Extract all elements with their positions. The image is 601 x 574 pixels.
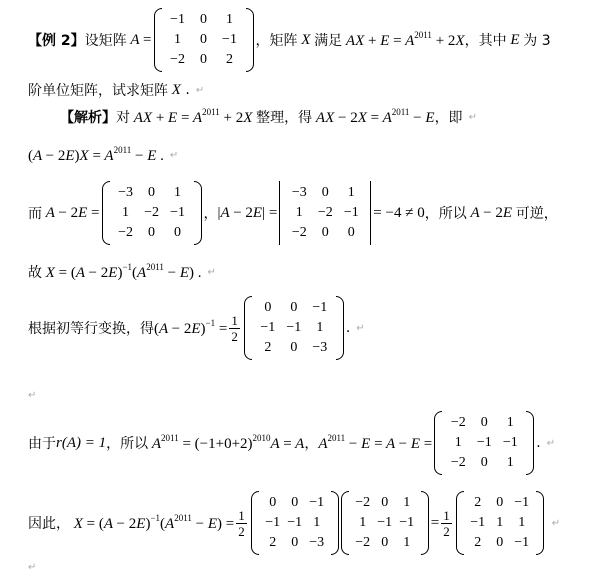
matrix-cell: 1 xyxy=(506,415,514,430)
matrix-cell: −1 xyxy=(312,300,328,315)
analysis-label: 【解析】 xyxy=(60,110,116,126)
matrix-cell: 0 xyxy=(264,300,272,315)
matrix-cell: 0 xyxy=(290,300,298,315)
matrix-cell: −1 xyxy=(514,535,530,550)
line2-text: 阶单位矩阵，试求矩阵 xyxy=(28,83,168,99)
matrix-cell: 1 xyxy=(347,185,355,200)
end-line: ↵ xyxy=(28,561,37,573)
matrix-cell: 1 xyxy=(313,515,321,530)
gu-text: 故 xyxy=(28,265,42,281)
matrix-cell: 0 xyxy=(347,225,355,240)
matrix-cell: −2 xyxy=(355,535,371,550)
matrix-cell: 2 xyxy=(474,495,482,510)
matrix-cell: −2 xyxy=(317,205,333,220)
suoyi-text: ，所以 xyxy=(106,436,149,452)
result-line: 因此， $X = (A - 2E)^{-1}(A^{2011} - E)$ = $\frac{1}{2}$ 0 0 −1 −1 −1 1 2 0 −3 −2 0 1 1 −1 −1 −2 0 1 = $\frac{1}{2}$ 2 0 −1 −1 1 1 2 0 −1 ↵ xyxy=(28,488,560,558)
matrix-cell: −1 xyxy=(502,435,518,450)
problem-line-1 xyxy=(28,5,551,75)
matrix-cell: −1 xyxy=(377,515,393,530)
matrix-cell: 0 xyxy=(148,225,156,240)
matrix-cell: 0 xyxy=(496,535,504,550)
matrix-cell: −2 xyxy=(355,495,371,510)
formula-factored: $(A - 2E)X = A^{2011} - E$ . xyxy=(28,145,164,164)
analysis-text-3: ，即 xyxy=(434,110,463,126)
matrix-cell: 0 xyxy=(381,535,389,550)
matrix-cell: 1 xyxy=(496,515,504,530)
matrix-A-minus-E-2 xyxy=(341,491,429,555)
matrix-cell: −1 xyxy=(170,12,185,27)
rank-expression: r(A) = 1 xyxy=(56,434,107,451)
matrix-cell: 0 xyxy=(291,495,299,510)
matrix-cell: 0 xyxy=(290,340,298,355)
formula-A2E-eq: A − 2E = xyxy=(42,204,100,221)
matrix-cell: 1 xyxy=(506,455,514,470)
formula-equation-2: AX + $E = A^{2011} + 2X$ xyxy=(130,107,257,126)
matrix-cell: 0 xyxy=(269,495,277,510)
matrix-result xyxy=(456,491,544,555)
matrix-cell: 0 xyxy=(148,185,156,200)
so-invertible-text: ，所以 xyxy=(424,206,467,222)
matrix-A xyxy=(154,8,254,72)
power-line: 由于 r(A) = 1 ，所以 $A^{2011} = (-1+0+2)^{2010}A = A$ ， $A^{2011} - E = A - E$ = −2 0 1 1 −1 −1 −2 0 1 . ↵ xyxy=(28,408,555,478)
intro-text-5: 为 3 xyxy=(523,33,551,49)
matrix-cell: 2 xyxy=(264,340,272,355)
invertible-text: 可逆， xyxy=(515,206,558,222)
formula-X-solution: $X = (A - 2E)^{-1}(A^{2011} - E)$ . xyxy=(42,262,202,281)
intro-text-1: 设矩阵 xyxy=(84,33,127,49)
formula-E: E xyxy=(506,31,524,48)
matrix-cell: 1 xyxy=(174,185,182,200)
matrix-cell: −3 xyxy=(118,185,133,200)
matrix-inv-grid xyxy=(259,491,331,555)
matrix-cell: 0 xyxy=(480,415,488,430)
matrix-cell: −2 xyxy=(450,415,466,430)
matrix-cell: 1 xyxy=(518,515,526,530)
matrix-cell: 0 xyxy=(200,52,207,67)
matrix-cell: 0 xyxy=(496,495,504,510)
formula-equation: AX + $E = A^{2011} + 2X$ xyxy=(342,30,465,49)
matrix-cell: −1 xyxy=(170,205,185,220)
matrix-cell: 0 xyxy=(200,32,207,47)
matrix-A-minus-E xyxy=(434,411,534,475)
matrix-cell: 2 xyxy=(474,535,482,550)
example-label: 【例 2】 xyxy=(28,33,85,49)
intro-text-4: ，其中 xyxy=(464,33,507,49)
det-value: = −4 ≠ 0 xyxy=(373,204,425,221)
determinant-A-minus-2E xyxy=(279,181,371,245)
matrix-A2E-grid xyxy=(283,181,367,245)
matrix-cell: 1 xyxy=(226,12,233,27)
A-minus-2E-line: 而 A − 2E = −3 0 1 1 −2 −1 −2 0 0 ， |A − 2E| = −3 0 1 1 −2 −1 −2 0 0 = −4 ≠ 0 ，所以 A − 2E 可逆， xyxy=(28,178,558,248)
matrix-cell: 1 xyxy=(403,535,411,550)
formula-rearranged: AX − $2X = A^{2011} - E$ xyxy=(312,107,435,126)
matrix-cell: −2 xyxy=(118,225,133,240)
matrix-cell: −1 xyxy=(309,495,325,510)
matrix-cell: −1 xyxy=(514,495,530,510)
matrix-cell: −1 xyxy=(260,320,276,335)
formula-det-label: |A − 2E| = xyxy=(217,204,278,221)
matrix-cell: 0 xyxy=(321,225,329,240)
since-text: 由于 xyxy=(28,436,56,452)
analysis-text-1: 对 xyxy=(116,110,130,126)
matrix-A-grid xyxy=(162,8,246,72)
matrix-cell: −2 xyxy=(170,52,185,67)
matrix-cell: −1 xyxy=(286,320,302,335)
matrix-cell: 0 xyxy=(291,535,299,550)
matrix-result-grid xyxy=(464,491,536,555)
matrix-cell: −1 xyxy=(265,515,281,530)
matrix-cell: −2 xyxy=(144,205,159,220)
matrix-cell: −3 xyxy=(312,340,328,355)
matrix-A2E-grid xyxy=(110,181,194,245)
analysis-text-2: 整理，得 xyxy=(256,110,313,126)
matrix-cell: 0 xyxy=(480,455,488,470)
matrix-cell: 2 xyxy=(269,535,277,550)
matrix-cell: 1 xyxy=(122,205,130,220)
formula-power-minus-E: $A^{2011} - E = A - E$ = xyxy=(318,433,433,452)
blank-line: ↵ xyxy=(28,389,37,401)
matrix-cell: −1 xyxy=(470,515,486,530)
formula-X-2: X xyxy=(168,81,181,98)
matrix-inverse-2 xyxy=(251,491,339,555)
inverse-line: 根据初等行变换，得 $(A - 2E)^{-1}$ = $\frac{1}{2}$ 0 0 −1 −1 −1 1 2 0 −3 . ↵ xyxy=(28,293,365,363)
transform-text: 根据初等行变换，得 xyxy=(28,321,154,337)
formula-A-eq: A = xyxy=(126,31,152,48)
matrix-cell: −2 xyxy=(291,225,307,240)
matrix-AE-grid xyxy=(349,491,421,555)
factored-line: $(A - 2E)X = A^{2011} - E$ . ↵ xyxy=(28,145,179,164)
er-text: 而 xyxy=(28,206,42,222)
matrix-cell: −3 xyxy=(309,535,325,550)
intro-text-3: 满足 xyxy=(314,33,343,49)
matrix-cell: −2 xyxy=(450,455,466,470)
formula-power: $A^{2011} = (-1+0+2)^{2010}A = A$ xyxy=(148,433,305,452)
matrix-AE-grid xyxy=(442,411,526,475)
matrix-cell: 1 xyxy=(295,205,303,220)
fraction-half-2: $\frac{1}{2}$ xyxy=(238,507,245,539)
matrix-cell: 1 xyxy=(454,435,462,450)
matrix-cell: −3 xyxy=(291,185,307,200)
matrix-cell: 1 xyxy=(403,495,411,510)
fraction-half: $\frac{1}{2}$ xyxy=(231,312,238,344)
formula-X: X xyxy=(297,31,315,48)
intro-text-2: ，矩阵 xyxy=(255,33,298,49)
matrix-cell: 1 xyxy=(359,515,367,530)
formula-inverse-eq: $(A - 2E)^{-1}$ = xyxy=(154,318,228,337)
fraction-half-3: $\frac{1}{2}$ xyxy=(443,507,450,539)
matrix-cell: −1 xyxy=(476,435,492,450)
matrix-cell: 0 xyxy=(321,185,329,200)
analysis-line: 【解析】 对 AX + $E = A^{2011} + 2X$ 整理，得 AX − $2X = A^{2011} - E$ ，即 ↵ xyxy=(60,107,477,126)
X-formula-line: 故 $X = (A - 2E)^{-1}(A^{2011} - E)$ . ↵ xyxy=(28,262,216,281)
matrix-cell: 1 xyxy=(316,320,324,335)
matrix-cell: −1 xyxy=(287,515,303,530)
matrix-inverse xyxy=(244,296,344,360)
matrix-cell: −1 xyxy=(222,32,237,47)
formula-result: $X = (A - 2E)^{-1}(A^{2011} - E)$ = xyxy=(70,513,235,532)
matrix-A-minus-2E xyxy=(102,181,202,245)
matrix-cell: 0 xyxy=(174,225,182,240)
matrix-cell: −1 xyxy=(399,515,415,530)
matrix-inv-grid xyxy=(252,296,336,360)
return-mark: ↵ xyxy=(195,84,205,96)
matrix-cell: 1 xyxy=(174,32,181,47)
matrix-cell: −1 xyxy=(343,205,359,220)
therefore-text: 因此， xyxy=(28,516,70,532)
matrix-cell: 0 xyxy=(381,495,389,510)
formula-A2E: A − 2E xyxy=(466,204,516,221)
matrix-cell: 2 xyxy=(226,52,233,67)
matrix-cell: 0 xyxy=(200,12,207,27)
problem-line-2: 阶单位矩阵，试求矩阵 X . ↵ xyxy=(28,81,205,99)
